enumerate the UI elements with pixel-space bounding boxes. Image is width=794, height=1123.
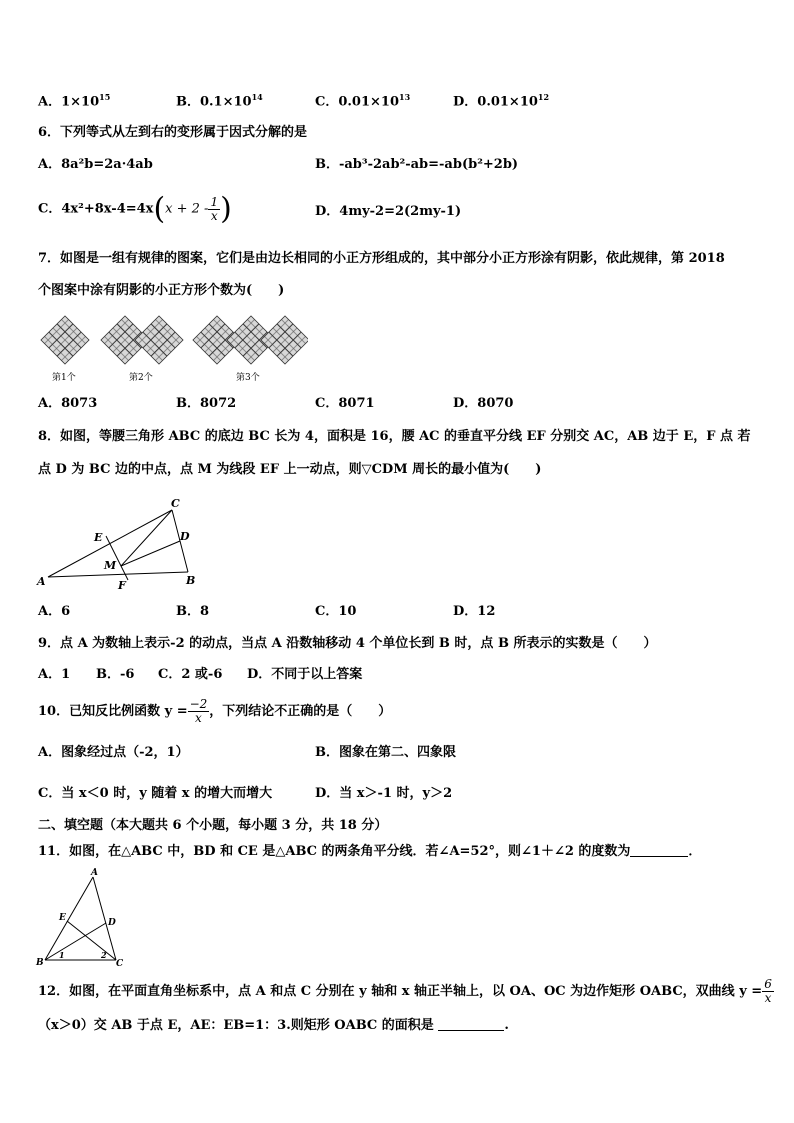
q7-pattern-2 xyxy=(101,316,183,364)
q10-frac-den: x xyxy=(195,711,202,725)
q12-stem-line2-text: （x＞0）交 AB 于点 E，AE：EB=1：3.则矩形 OABC 的面积是 xyxy=(38,1018,434,1033)
q11-label-b: B xyxy=(36,958,44,968)
q11-label-c: C xyxy=(116,959,124,969)
q5-option-b-exp: 14 xyxy=(251,92,263,102)
q10-stem xyxy=(38,693,391,731)
q8-label-f: F xyxy=(118,579,126,592)
q6-frac-den: x xyxy=(210,209,218,223)
q5-option-c[interactable] xyxy=(315,88,410,111)
q11-segment-bd xyxy=(45,923,106,960)
q9-option-d[interactable]: D．不同于以上答案 xyxy=(247,667,363,682)
q8-label-d: D xyxy=(180,530,190,543)
q8-segment-dm xyxy=(121,541,180,566)
q8-segment-ab xyxy=(48,572,188,577)
q8-label-e: E xyxy=(94,531,103,544)
q10-option-b[interactable]: B．图象在第二、四象限 xyxy=(315,745,456,760)
q8-option-d[interactable]: D．12 xyxy=(453,604,496,619)
q7-pattern-1 xyxy=(41,316,89,364)
q10-stem-prefix: 10．已知反比例函数 y = xyxy=(38,704,188,719)
q12-stem-end: . xyxy=(504,1018,509,1033)
q6-option-c[interactable] xyxy=(38,191,232,230)
q11-triangle-figure xyxy=(34,866,130,970)
q6-option-c-prefix: C．4x²+8x-4=4x xyxy=(38,201,154,217)
q12-stem-line1 xyxy=(38,972,774,1012)
q12-stem-line1-text: 12．如图，在平面直角坐标系中，点 A 和点 C 分别在 y 轴和 x 轴正半轴上，以 OA、OC 为边作矩形 OABC，双曲线 y = xyxy=(38,984,763,999)
q5-option-d-exp: 12 xyxy=(537,92,550,102)
q12-stem-line2 xyxy=(38,1017,509,1035)
q7-stem-line1: 7．如图是一组有规律的图案，它们是由边长相同的小正方形组成的，其中部分小正方形涂有阴影，依此规律，第 2018 xyxy=(38,251,725,266)
q8-option-b[interactable]: B．8 xyxy=(176,604,210,619)
q11-label-d: D xyxy=(108,918,116,928)
q11-stem xyxy=(38,843,701,861)
right-paren-icon: ) xyxy=(220,191,232,227)
q7-option-b[interactable]: B．8072 xyxy=(176,396,237,411)
q10-stem-suffix: ，下列结论不正确的是（ ） xyxy=(209,704,392,719)
q8-label-m: M xyxy=(104,559,117,572)
q12-answer-blank[interactable] xyxy=(438,1018,504,1031)
q5-option-c-text: C．0.01×10 xyxy=(315,94,399,110)
q5-option-a[interactable] xyxy=(38,88,110,111)
q11-label-angle2: 2 xyxy=(101,950,107,960)
q5-option-c-exp: 13 xyxy=(399,92,411,102)
section-2-heading: 二、填空题（本大题共 6 个小题，每小题 3 分，共 18 分） xyxy=(38,818,388,833)
q11-segment-ab xyxy=(45,877,93,960)
q6-option-d[interactable]: D．4my-2=2(2my-1) xyxy=(315,204,462,219)
q11-label-a: A xyxy=(91,868,98,878)
q8-triangle-figure xyxy=(34,494,204,594)
q6-option-b[interactable]: B．-ab³-2ab²-ab=-ab(b²+2b) xyxy=(315,157,519,172)
q12-frac-num: 6 xyxy=(764,977,772,991)
q8-segment-ef xyxy=(106,536,128,580)
q8-label-a: A xyxy=(37,575,46,588)
q8-stem-line2: 点 D 为 BC 边的中点，点 M 为线段 EF 上一动点，则▽CDM 周长的最小值为( ) xyxy=(38,462,542,477)
q10-fraction xyxy=(188,698,210,725)
q11-stem-text: 11．如图，在△ABC 中，BD 和 CE 是△ABC 的两条角平分线．若∠A=52°，则∠1＋∠2 的度数为 xyxy=(38,844,631,859)
q5-option-d-text: D．0.01×10 xyxy=(453,94,538,110)
q7-fig-label-1: 第1个 xyxy=(52,373,76,383)
q6-option-a[interactable]: A．8a²b=2a·4ab xyxy=(38,157,153,172)
q12-frac-den: x xyxy=(764,991,772,1005)
q7-stem-line2: 个图案中涂有阴影的小正方形个数为( ) xyxy=(38,283,285,298)
q11-answer-blank[interactable] xyxy=(630,844,688,857)
q8-option-a[interactable]: A．6 xyxy=(38,604,71,619)
q7-pattern-figure xyxy=(38,310,308,370)
q7-option-c[interactable]: C．8071 xyxy=(315,396,375,411)
q5-option-a-text: A．1×10 xyxy=(38,94,100,110)
q9-stem: 9．点 A 为数轴上表示-2 的动点，当点 A 沿数轴移动 4 个单位长到 B 时，点 B 所表示的实数是（ ） xyxy=(38,636,657,651)
q7-option-a[interactable]: A．8073 xyxy=(38,396,98,411)
q9-option-c[interactable]: C．2 或-6 xyxy=(158,667,223,682)
q6-frac-num: 1 xyxy=(210,195,219,209)
q8-segment-cm xyxy=(121,510,172,566)
q11-stem-end: ． xyxy=(688,844,702,859)
q7-fig-label-3: 第3个 xyxy=(236,373,260,383)
q5-option-d[interactable] xyxy=(453,88,549,111)
q8-option-c[interactable]: C．10 xyxy=(315,604,357,619)
q5-option-b-text: B．0.1×10 xyxy=(176,94,252,110)
q6-option-c-fraction xyxy=(208,196,220,223)
q6-stem: 6．下列等式从左到右的变形属于因式分解的是 xyxy=(38,125,308,140)
q9-option-b[interactable]: B．-6 xyxy=(96,667,135,682)
q11-label-angle1: 1 xyxy=(59,950,65,960)
q10-option-a[interactable]: A．图象经过点（-2，1） xyxy=(38,745,189,760)
q5-option-a-exp: 15 xyxy=(99,92,111,102)
q10-option-d[interactable]: D．当 x＞-1 时，y＞2 xyxy=(315,786,453,801)
q10-frac-num: −2 xyxy=(189,697,208,711)
q6-option-c-paren-content: x + 2 - xyxy=(165,201,209,217)
q7-fig-label-2: 第2个 xyxy=(129,373,153,383)
q7-option-d[interactable]: D．8070 xyxy=(453,396,514,411)
q8-label-c: C xyxy=(171,497,180,510)
q10-option-c[interactable]: C．当 x＜0 时，y 随着 x 的增大而增大 xyxy=(38,786,273,801)
q8-label-b: B xyxy=(186,574,196,587)
left-paren-icon: ( xyxy=(153,191,166,227)
q8-stem-line1: 8．如图，等腰三角形 ABC 的底边 BC 长为 4，面积是 16，腰 AC 的垂直平分线 EF 分别交 AC，AB 边于 E，F 点 若 xyxy=(38,429,751,444)
q9-option-a[interactable]: A．1 xyxy=(38,667,71,682)
q12-fraction xyxy=(762,978,774,1005)
q5-option-b[interactable] xyxy=(176,88,263,111)
q7-pattern-3 xyxy=(193,316,308,364)
q11-label-e: E xyxy=(59,913,66,923)
